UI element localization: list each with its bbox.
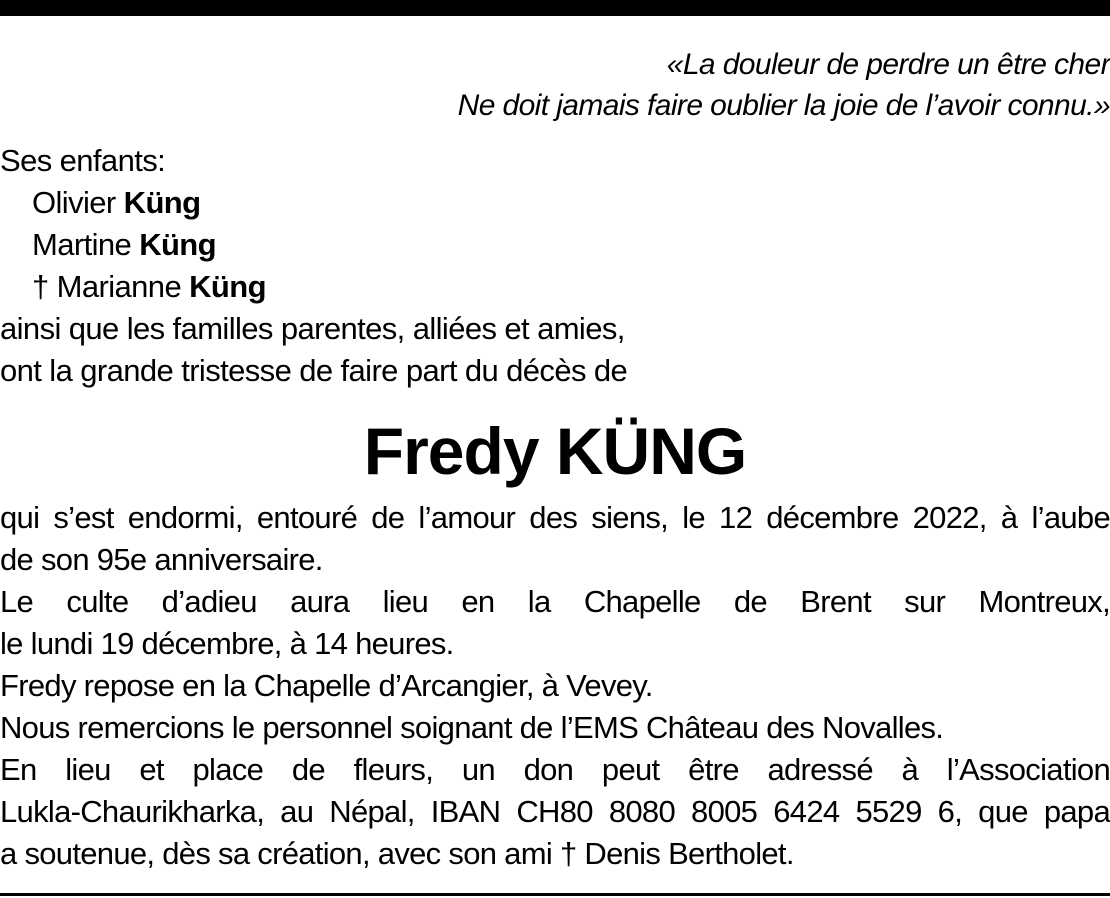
child-martine — [0, 224, 627, 266]
child-marianne — [0, 266, 627, 308]
child-first-name: Olivier — [32, 185, 116, 220]
child-last-name: Küng — [189, 269, 266, 304]
child-last-name: Küng — [123, 185, 201, 220]
notice-body — [0, 497, 1110, 875]
death-line-2: de son 95e anniversaire. — [0, 542, 323, 577]
top-rule — [0, 0, 1110, 16]
family-list — [0, 140, 627, 392]
epigraph-quote — [458, 44, 1110, 126]
rest-location: Fredy repose en la Chapelle d’Arcangier, à Vevey. — [0, 668, 653, 703]
quote-line-2: Ne doit jamais faire oublier la joie de l’avoir connu.» — [457, 89, 1110, 122]
death-line-1: qui s’est endormi, entouré de l’amour des siens, le 12 décembre 2022, à l’aube — [0, 500, 1110, 535]
child-first-name: † Marianne — [32, 269, 182, 304]
child-olivier — [0, 182, 627, 224]
deceased-name: Fredy KÜNG — [363, 414, 747, 488]
relatives-line: ainsi que les familles parentes, alliées et amies, — [0, 311, 625, 346]
thanks-line: Nous remercions le personnel soignant de l’EMS Château des Novalles. — [0, 710, 944, 745]
quote-line-1: «La douleur de perdre un être cher — [666, 48, 1110, 81]
child-first-name: Martine — [32, 227, 132, 262]
family-heading: Ses enfants: — [0, 143, 166, 178]
service-line-1: Le culte d’adieu aura lieu en la Chapelle de Brent sur Montreux, — [0, 584, 1110, 619]
donation-line-1: En lieu et place de fleurs, un don peut être adressé à l’Association — [0, 752, 1110, 787]
bottom-rule — [0, 893, 1110, 896]
donation-line-3: a soutenue, dès sa création, avec son ami † Denis Bertholet. — [0, 836, 794, 871]
child-last-name: Küng — [139, 227, 216, 262]
announcement-line: ont la grande tristesse de faire part du décès de — [0, 353, 628, 388]
service-line-2: le lundi 19 décembre, à 14 heures. — [0, 626, 454, 661]
donation-line-2: Lukla-Chaurikharka, au Népal, IBAN CH80 8080 8005 6424 5529 6, que papa — [0, 794, 1110, 829]
